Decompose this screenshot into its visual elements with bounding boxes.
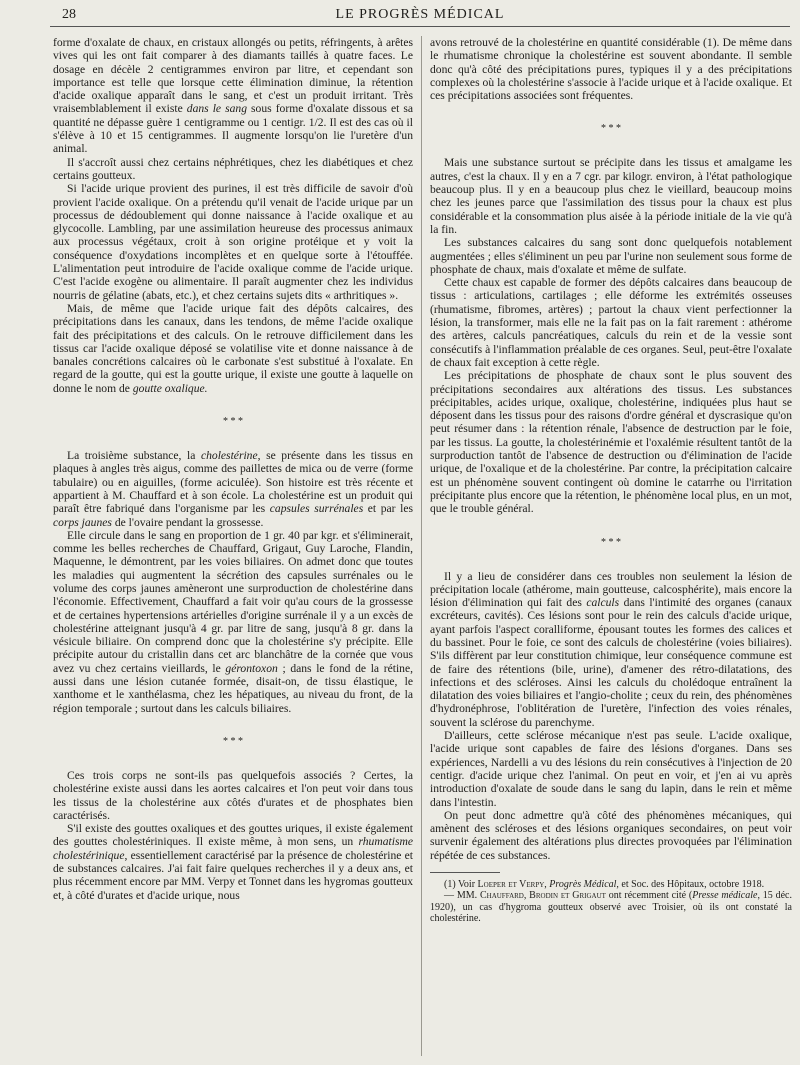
paragraph: forme d'oxalate de chaux, en cristaux allongés ou petits, réfringents, à arêtes vives qui les ont fait comparer à des diamants taillés à quatre faces. Le dosage en décèle 2 centigrammes environ par litre, et cependant son importance est telle que lorsque cette élimination diminue, la rétention d'acide oxalique apparaît dans le sang, et c'est un produit irritant. Très vraisemblablement il existe dans le sang sous forme d'oxalate dissous et sa quantité ne dépasse guère 1 centigramme ou 1 centigr. 1/2. Il est des cas où il s'élève à 10 et 15 centigrammes. Il augmente lorsqu'on lie l'uretère d'un animal. <box>53 36 413 156</box>
paragraph: avons retrouvé de la cholestérine en quantité considérable (1). De même dans le rhumatisme chronique la cholestérine est souvent abondante. Il semble donc qu'à côté des précipitations pures, typiques il y a des précipitations complexes où la cholestérine s'associe à l'acide urique et à l'acide oxalique. Et ces précipitations associées sont fréquentes. <box>430 36 792 103</box>
section-stars: * * * <box>223 416 243 428</box>
left-column <box>53 36 413 1056</box>
page-number: 28 <box>62 7 76 22</box>
paragraph: Il s'accroît aussi chez certains néphrétiques, chez les diabétiques et chez certains goutteux. <box>53 155 413 182</box>
section-stars: * * * <box>601 123 621 135</box>
paragraph: Les substances calcaires du sang sont donc quelquefois notablement augmentées ; elles s'éliminent un peu par l'urine non seulement sous forme de phosphate de chaux, mais d'oxalate et même de sulfate. <box>430 236 792 276</box>
paragraph: S'il existe des gouttes oxaliques et des gouttes uriques, il existe également des gouttes cholestériniques. Il existe même, à mon sens, un rhumatisme cholestérinique, essentiellement caractérisé par la présence de cholestérine et de substances calcaires. J'ai fait faire quelques recherches il y a deux ans, et plus récemment encore par MM. Verpy et Tonnet dans les hygromas goutteux et, à côté d'urates et d'acide urique, nous <box>53 822 413 902</box>
paragraph: Cette chaux est capable de former des dépôts calcaires dans beaucoup de tissus : articulations, cartilages ; elle déforme les extrémités osseuses (rhumatisme, fibromes, artères) ; partout la chaux vient perfectionner la lésion, la transformer, mais elle ne la fait pas on la fait rarement : athérome des artères, calculs pancréatiques, calculs du rein et de la vessie sont consécutifs à l'inflammation préalable de ces organes. Seul, peut-être l'oxalate de chaux fait exception à cette règle. <box>430 276 792 369</box>
paragraph: Les précipitations de phosphate de chaux sont le plus souvent des précipitations secondaires aux altérations des tissus. Les substances précipitables, acides urique, oxalique, cholestérine, indiquées plus haut se déposent dans les tissus pour des raisons d'ordre général et dyscrasique qu'on peut résumer dans : la rétention rénale, l'absence de destruction par le foie, par les tissus. La goutte, la cholestérinémie et l'oxalémie résultent tantôt de la surproduction tantôt de l'absence de destruction ou d'élimination de l'acide urique, de l'oxalique et de la cholestérine. Par contre, la précipitation calcaire est un phénomène souvent contingent où domine le catarrhe ou l'irritation précipitante plus encore que la rétention, le phénomène local plus, en un mot, que le trouble général. <box>430 369 792 516</box>
page-header <box>50 4 790 27</box>
paragraph: Mais une substance surtout se précipite dans les tissus et amalgame les autres, c'est la chaux. Il y en a 7 cgr. par kilogr. environ, à l'état pathologique beaucoup plus. Il y en a beaucoup plus chez le vieillard, beaucoup moins chez les jeunes parce que l'assimilation des tissus pour la chaux est plus considérable et la consommation plus aisée à la période initiale de la vie qu'à la fin. <box>430 156 792 236</box>
section-stars: * * * <box>223 735 243 747</box>
footnote-rule <box>430 872 500 873</box>
paragraph: D'ailleurs, cette sclérose mécanique n'est pas seule. L'acide oxalique, l'acide urique sont capables de faire des lésions d'organes. Dans ses expériences, Nardelli a vu des lésions du rein consécutives à l'injection de 20 centigr. d'acide urique chez l'animal. On peut en voir, et j'en ai vu après introduction d'oxalate de soude dans le sang du lapin, dans le rein et même dans l'intestin. <box>430 729 792 809</box>
running-title: LE PROGRÈS MÉDICAL <box>335 7 505 22</box>
paragraph: Mais, de même que l'acide urique fait des dépôts calcaires, des précipitations dans les canaux, dans les tendons, de même l'acide oxalique fait des précipitations et des calculs. On le retrouve difficilement dans les tissus car l'acide oxalique déposé se volatilise vite et donne naissance à de banales concrétions calcaires où le carbonate s'est substitué à l'oxalate. En regard de la goutte, qui est la goutte urique, il existe une goutte à laquelle on donne le nom de goutte oxalique. <box>53 301 413 395</box>
paragraph: Il y a lieu de considérer dans ces troubles non seulement la lésion de précipitation locale (athérome, main goutteuse, calcosphérite), mais encore la lésion d'élimination qui fait des calculs dans l'intimité des organes (canaux excréteurs, cavités). Ces lésions sont pour le rein des calculs d'acide urique, ayant parfois l'aspect coralliforme, épousant toutes les formes des calices et du bassinet. Pour le foie, ce sont des calculs de cholestérine (voies biliaires). S'ils diffèrent par leur constitution chimique, leur conséquence commune est de faire des rétentions (bile, urine), d'amener des rétro-dilatations, des infections et des scléroses. Ainsi les calculs du cholédoque entraînent la dilatation des voies biliaires et l'angio-cholite ; ceux du rein, des phénomènes d'hydronéphrose, l'oblitération de l'uretère, l'infection des voies rénales, souvent la sclérose du parenchyme. <box>430 569 792 729</box>
right-column <box>430 36 792 1056</box>
paragraph: Si l'acide urique provient des purines, il est très difficile de savoir d'où provient l'acide oxalique. On a prétendu qu'il venait de l'acide urique par un processus de dédoublement qui donne naissance à l'acide oxalique et au glycocolle. Lambling, par une assimilation heureuse des processus animaux aux processus végétaux, croit à son origine protéique et y voit la conséquence d'oxydations incomplètes et en quelque sorte à l'étouffée. L'alimentation peut introduire de l'acide oxalique comme de l'acide urique. C'est l'acide exogène ou alimentaire. Il paraît augmenter chez les individus nourris de gélatine (abats, etc.), et chez certains sujets dits « arthritiques ». <box>53 182 413 302</box>
footnote: — MM. Chauffard, Brodin et Grigaut ont récemment cité (Presse médicale, 15 déc. 1920), un cas d'hygroma goutteux observé avec Troisier, où ils ont constaté la cholestérine. <box>430 890 792 925</box>
section-stars: * * * <box>601 536 621 548</box>
paragraph: La troisième substance, la cholestérine, se présente dans les tissus en plaques à angles très aigus, comme des paillettes de mica ou de verre (forme tabulaire) ou en aiguilles, (forme aciculée). Son histoire est très récente et appartient à M. Chauffard et à son école. La cholestérine est un produit qui paraît être fabriqué dans l'organisme par les capsules surrénales et par les corps jaunes de l'ovaire pendant la grossesse. <box>53 449 413 529</box>
paragraph: On peut donc admettre qu'à côté des phénomènes mécaniques, qui amènent des scléroses et des lésions organiques secondaires, on peut voir survenir également des altérations plus directes provoquées par l'élimination répétée de ces substances. <box>430 808 792 862</box>
column-divider <box>421 36 422 1056</box>
paragraph: Ces trois corps ne sont-ils pas quelquefois associés ? Certes, la cholestérine existe aussi dans les aortes calcaires et l'on peut voir dans tous les tissus de la cholestérine aux côtés d'urates et de phosphates bien caractérisés. <box>53 768 413 822</box>
paragraph: Elle circule dans le sang en proportion de 1 gr. 40 par kgr. et s'éliminerait, comme les belles recherches de Chauffard, Grigaut, Guy Laroche, Flandin, Maquenne, le démontrent, par les voies biliaires. On admet donc que toutes les maladies qui augmentent la sécrétion des capsules surrénales ou le volume des corps jaunes amèneront une surproduction de cholestérine dans l'économie. Effectivement, Chauffard a fait voir qu'au cours de la grossesse et de certaines hypertensions artérielles d'origine surrénale il y a un excès de cholestérine atteignant jusqu'à 4 gr. par litre de sang, jusqu'à 8 gr. dans la vésicule biliaire. On comprend donc que la cholestérine s'y précipite. Elle précipite autour du cristallin dans cet arc blanchâtre de la cornée que vous avez vu chez certains vieillards, le gérontoxon ; dans le fond de la rétine, aussi dans une lésion cutanée formée, disait-on, de tissu élastique, le xanthome et le xanthélasma, chez les hépatiques, au niveau du front, de la région temporale ; surtout dans les calculs biliaires. <box>53 528 413 715</box>
footnote: (1) Voir Loeper et Verpy, Progrès Médical, et Soc. des Hôpitaux, octobre 1918. <box>444 879 765 891</box>
